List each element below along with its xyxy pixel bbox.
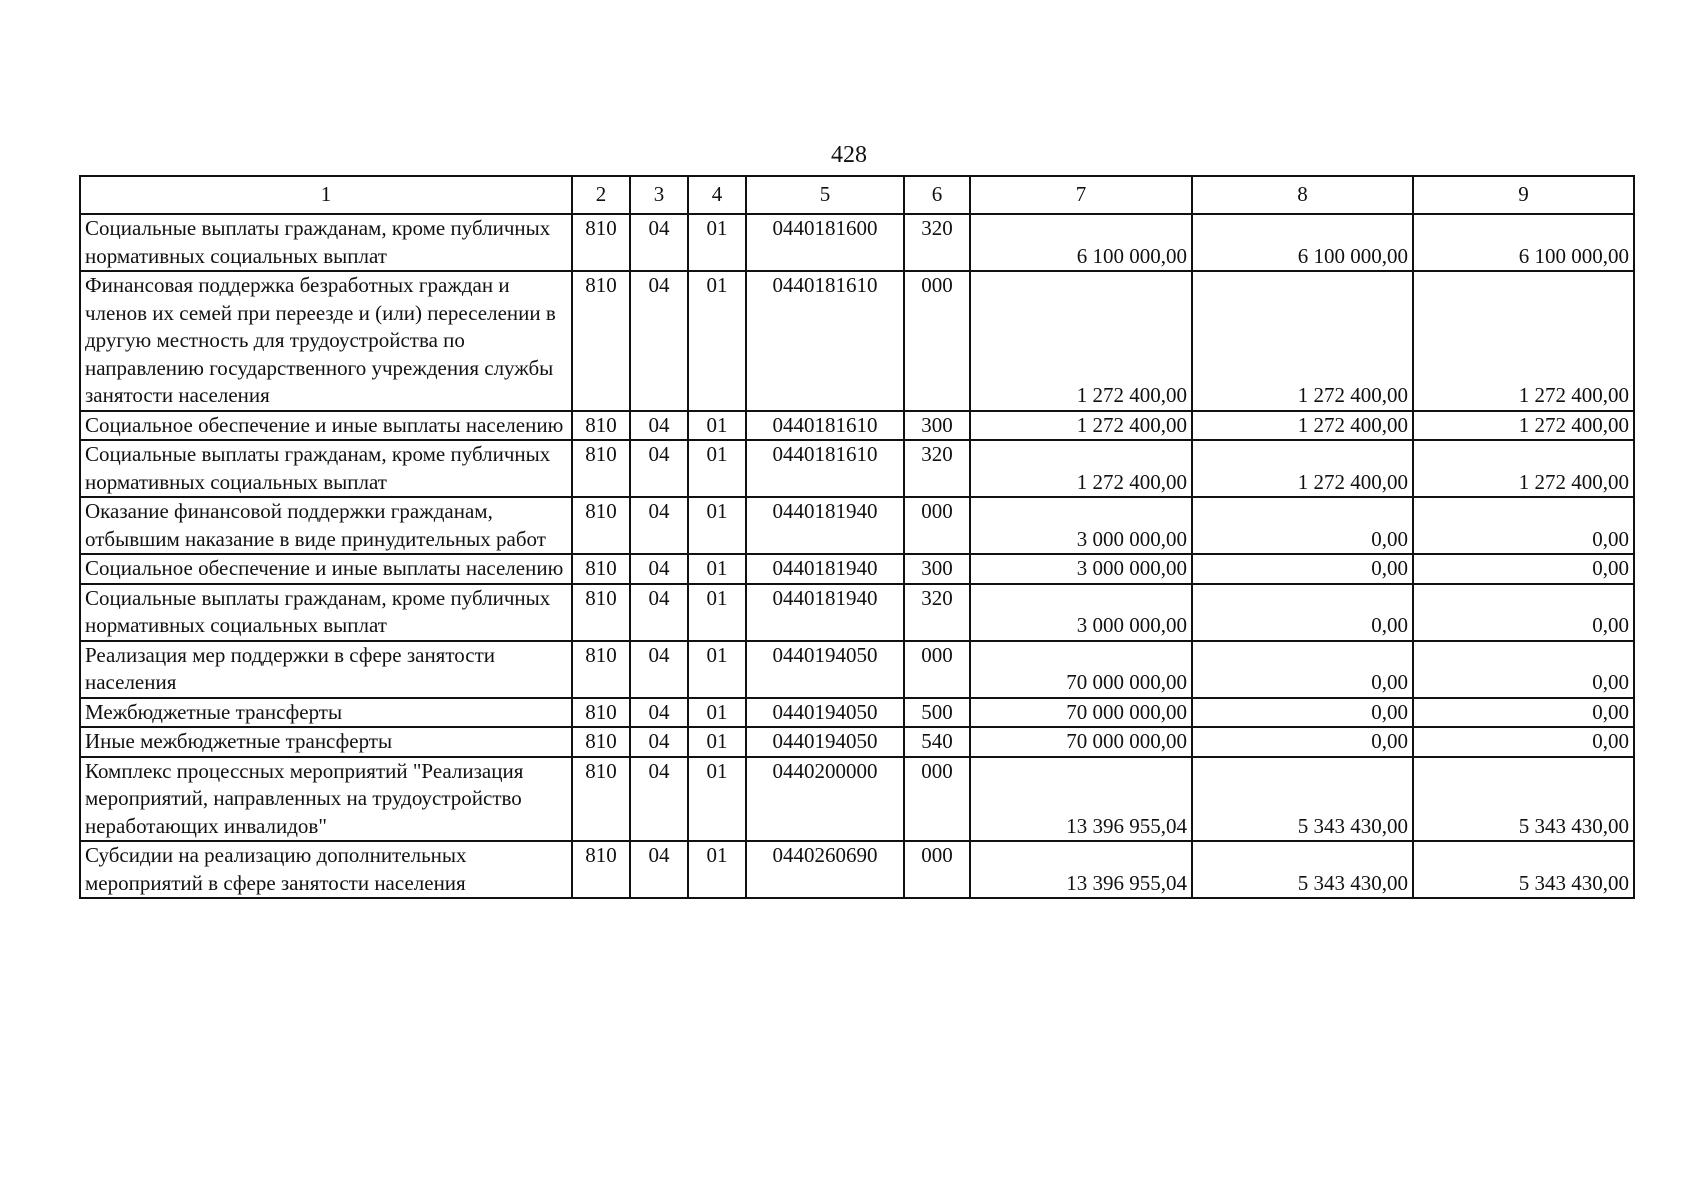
amount-col7: 70 000 000,00 <box>970 727 1192 757</box>
amount-col7: 3 000 000,00 <box>970 584 1192 641</box>
amount-col9: 5 343 430,00 <box>1413 841 1634 898</box>
amount-col7: 70 000 000,00 <box>970 641 1192 698</box>
code-col5: 0440181610 <box>746 271 904 411</box>
code-col4: 01 <box>688 698 746 728</box>
amount-col7: 6 100 000,00 <box>970 214 1192 271</box>
code-col4: 01 <box>688 214 746 271</box>
code-col6: 000 <box>904 841 970 898</box>
table-row <box>80 440 1634 497</box>
row-name: Субсидии на реализацию дополнительных мероприятий в сфере занятости населения <box>80 841 572 898</box>
amount-col9: 1 272 400,00 <box>1413 271 1634 411</box>
code-col2: 810 <box>572 554 630 584</box>
amount-col9: 0,00 <box>1413 497 1634 554</box>
code-col6: 000 <box>904 497 970 554</box>
code-col3: 04 <box>630 757 688 842</box>
amount-col9: 0,00 <box>1413 698 1634 728</box>
code-col2: 810 <box>572 841 630 898</box>
amount-col7: 13 396 955,04 <box>970 841 1192 898</box>
table-row <box>80 497 1634 554</box>
amount-col8: 5 343 430,00 <box>1192 757 1413 842</box>
code-col4: 01 <box>688 841 746 898</box>
page-number: 428 <box>831 142 867 168</box>
code-col5: 0440200000 <box>746 757 904 842</box>
code-col2: 810 <box>572 757 630 842</box>
code-col3: 04 <box>630 727 688 757</box>
row-name: Социальное обеспечение и иные выплаты населению <box>80 411 572 441</box>
amount-col8: 1 272 400,00 <box>1192 411 1413 441</box>
row-name: Оказание финансовой поддержки гражданам, отбывшим наказание в виде принудительных работ <box>80 497 572 554</box>
code-col5: 0440181600 <box>746 214 904 271</box>
header-cell: 1 <box>80 176 572 214</box>
header-cell: 7 <box>970 176 1192 214</box>
code-col3: 04 <box>630 411 688 441</box>
amount-col9: 1 272 400,00 <box>1413 411 1634 441</box>
code-col4: 01 <box>688 271 746 411</box>
amount-col8: 0,00 <box>1192 497 1413 554</box>
code-col2: 810 <box>572 641 630 698</box>
table-row <box>80 554 1634 584</box>
code-col5: 0440181940 <box>746 584 904 641</box>
header-cell: 3 <box>630 176 688 214</box>
amount-col7: 1 272 400,00 <box>970 411 1192 441</box>
table-row <box>80 727 1634 757</box>
row-name: Финансовая поддержка безработных граждан и членов их семей при переезде и (или) переселении в другую местность для трудоустройства по направлению государственного учреждения службы занятости населения <box>80 271 572 411</box>
header-row <box>80 176 1634 214</box>
amount-col7: 1 272 400,00 <box>970 271 1192 411</box>
table-row <box>80 641 1634 698</box>
code-col3: 04 <box>630 841 688 898</box>
code-col6: 000 <box>904 757 970 842</box>
amount-col8: 0,00 <box>1192 641 1413 698</box>
code-col2: 810 <box>572 698 630 728</box>
amount-col8: 1 272 400,00 <box>1192 440 1413 497</box>
row-name: Социальные выплаты гражданам, кроме публичных нормативных социальных выплат <box>80 214 572 271</box>
code-col4: 01 <box>688 411 746 441</box>
table-row <box>80 214 1634 271</box>
amount-col7: 13 396 955,04 <box>970 757 1192 842</box>
amount-col8: 1 272 400,00 <box>1192 271 1413 411</box>
amount-col8: 0,00 <box>1192 554 1413 584</box>
header-cell: 8 <box>1192 176 1413 214</box>
amount-col8: 6 100 000,00 <box>1192 214 1413 271</box>
code-col4: 01 <box>688 757 746 842</box>
code-col5: 0440181940 <box>746 554 904 584</box>
amount-col8: 5 343 430,00 <box>1192 841 1413 898</box>
amount-col7: 70 000 000,00 <box>970 698 1192 728</box>
code-col5: 0440181610 <box>746 440 904 497</box>
table-row <box>80 698 1634 728</box>
table-row <box>80 271 1634 411</box>
code-col6: 320 <box>904 584 970 641</box>
code-col3: 04 <box>630 584 688 641</box>
code-col4: 01 <box>688 497 746 554</box>
code-col6: 300 <box>904 411 970 441</box>
table-row <box>80 757 1634 842</box>
code-col2: 810 <box>572 727 630 757</box>
table-row <box>80 411 1634 441</box>
row-name: Иные межбюджетные трансферты <box>80 727 572 757</box>
header-cell: 9 <box>1413 176 1634 214</box>
code-col2: 810 <box>572 214 630 271</box>
code-col5: 0440181940 <box>746 497 904 554</box>
code-col5: 0440194050 <box>746 727 904 757</box>
amount-col9: 1 272 400,00 <box>1413 440 1634 497</box>
row-name: Социальные выплаты гражданам, кроме публичных нормативных социальных выплат <box>80 584 572 641</box>
amount-col9: 0,00 <box>1413 727 1634 757</box>
code-col5: 0440194050 <box>746 698 904 728</box>
amount-col8: 0,00 <box>1192 584 1413 641</box>
amount-col9: 0,00 <box>1413 554 1634 584</box>
code-col5: 0440260690 <box>746 841 904 898</box>
table-row <box>80 841 1634 898</box>
amount-col8: 0,00 <box>1192 698 1413 728</box>
code-col6: 300 <box>904 554 970 584</box>
amount-col9: 5 343 430,00 <box>1413 757 1634 842</box>
code-col2: 810 <box>572 411 630 441</box>
header-cell: 6 <box>904 176 970 214</box>
amount-col7: 3 000 000,00 <box>970 554 1192 584</box>
budget-table <box>79 175 1635 899</box>
code-col4: 01 <box>688 727 746 757</box>
header-cell: 2 <box>572 176 630 214</box>
code-col3: 04 <box>630 497 688 554</box>
row-name: Комплекс процессных мероприятий "Реализация мероприятий, направленных на трудоустройство неработающих инвалидов" <box>80 757 572 842</box>
code-col2: 810 <box>572 271 630 411</box>
code-col3: 04 <box>630 214 688 271</box>
code-col6: 000 <box>904 641 970 698</box>
code-col2: 810 <box>572 584 630 641</box>
amount-col9: 6 100 000,00 <box>1413 214 1634 271</box>
row-name: Реализация мер поддержки в сфере занятости населения <box>80 641 572 698</box>
header-cell: 5 <box>746 176 904 214</box>
code-col6: 540 <box>904 727 970 757</box>
amount-col9: 0,00 <box>1413 584 1634 641</box>
code-col4: 01 <box>688 440 746 497</box>
code-col4: 01 <box>688 554 746 584</box>
code-col6: 320 <box>904 214 970 271</box>
code-col2: 810 <box>572 440 630 497</box>
code-col3: 04 <box>630 641 688 698</box>
code-col5: 0440194050 <box>746 641 904 698</box>
code-col6: 500 <box>904 698 970 728</box>
code-col3: 04 <box>630 554 688 584</box>
code-col3: 04 <box>630 698 688 728</box>
code-col3: 04 <box>630 271 688 411</box>
row-name: Социальные выплаты гражданам, кроме публичных нормативных социальных выплат <box>80 440 572 497</box>
code-col2: 810 <box>572 497 630 554</box>
code-col6: 320 <box>904 440 970 497</box>
table-row <box>80 584 1634 641</box>
amount-col7: 1 272 400,00 <box>970 440 1192 497</box>
code-col3: 04 <box>630 440 688 497</box>
row-name: Социальное обеспечение и иные выплаты населению <box>80 554 572 584</box>
code-col4: 01 <box>688 641 746 698</box>
code-col5: 0440181610 <box>746 411 904 441</box>
code-col4: 01 <box>688 584 746 641</box>
amount-col9: 0,00 <box>1413 641 1634 698</box>
amount-col7: 3 000 000,00 <box>970 497 1192 554</box>
code-col6: 000 <box>904 271 970 411</box>
header-cell: 4 <box>688 176 746 214</box>
row-name: Межбюджетные трансферты <box>80 698 572 728</box>
amount-col8: 0,00 <box>1192 727 1413 757</box>
